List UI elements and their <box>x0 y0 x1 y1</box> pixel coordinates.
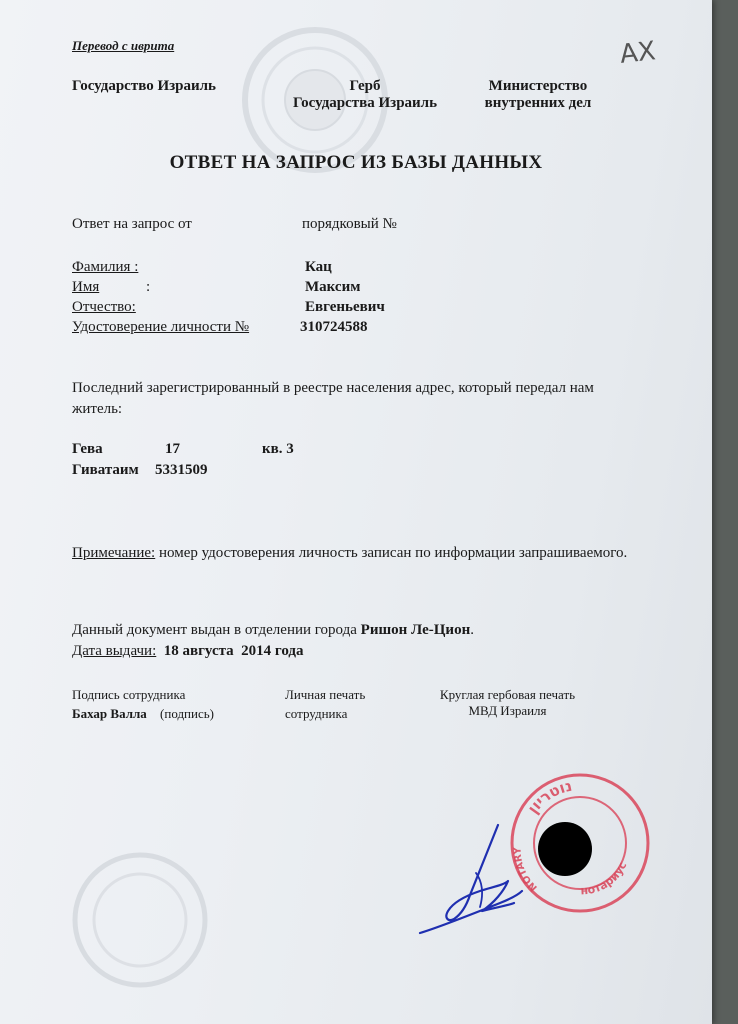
round-stamp-line1: Круглая гербовая печать <box>439 687 576 702</box>
employee-name: Бахар Валла <box>72 706 147 721</box>
patronymic-value: Евгеньевич <box>305 299 385 315</box>
header-ministry <box>468 78 608 112</box>
surname-value: Кац <box>305 259 332 275</box>
employee-signature-note: (подпись) <box>160 706 214 721</box>
note-label: Примечание: <box>72 545 156 561</box>
note-block <box>72 543 632 564</box>
serial-number-label: порядковый № <box>302 216 397 232</box>
address-city: Гиватаим <box>72 462 139 478</box>
issued-prefix: Данный документ выдан в отделении города <box>72 622 361 638</box>
issue-date-label: Дата выдачи: <box>72 643 157 659</box>
page-title: ОТВЕТ НА ЗАПРОС ИЗ БАЗЫ ДАННЫХ <box>169 152 543 173</box>
name-value: Максим <box>305 279 361 295</box>
issued-city: Ришон Ле-Цион <box>360 622 471 638</box>
id-value: 310724588 <box>300 319 368 335</box>
patronymic-label: Отчество: <box>72 299 136 315</box>
issued-suffix: . <box>470 622 474 638</box>
embossed-seal-bottom <box>55 845 225 995</box>
name-label: Имя <box>72 279 100 295</box>
address-street: Гева <box>72 441 103 457</box>
address-house: 17 <box>165 441 180 457</box>
address-apartment: кв. 3 <box>262 441 294 457</box>
personal-stamp-line2: сотрудника <box>285 706 348 721</box>
notary-stamp-russian: нотариус <box>580 859 630 898</box>
translation-note: Перевод с иврита <box>72 38 175 53</box>
surname-label: Фамилия : <box>72 259 139 275</box>
employee-signature-label: Подпись сотрудника <box>72 687 186 702</box>
notary-stamp-hebrew: נוטריון <box>523 776 574 817</box>
request-from-label: Ответ на запрос от <box>72 216 192 232</box>
handwritten-signature <box>410 815 550 945</box>
header-ministry-line1: Министерство <box>488 78 588 94</box>
id-label: Удостоверение личности № <box>72 319 250 335</box>
address-intro: Последний зарегистрированный в реестре населения адрес, который передал нам житель: <box>72 380 594 417</box>
issue-date-value: 18 августа 2014 года <box>156 643 304 659</box>
issue-date-line <box>72 643 304 660</box>
notary-stamp-latin: NOTARY <box>512 846 540 894</box>
personal-stamp-line1: Личная печать <box>285 687 366 702</box>
round-stamp-line2: МВД Израиля <box>468 703 547 718</box>
header-emblem-line2: Государства Израиль <box>292 95 438 111</box>
employee-signature-line <box>72 706 214 722</box>
header-ministry-line2: внутренних дел <box>484 95 592 111</box>
handwritten-mark: AX <box>618 36 658 70</box>
round-stamp-caption <box>420 687 595 719</box>
note-text: номер удостоверения личность записан по информации запрашиваемого. <box>155 545 628 561</box>
header-emblem <box>270 78 460 112</box>
header-emblem-line1: Герб <box>349 78 381 94</box>
address-postal-code: 5331509 <box>155 462 208 478</box>
issued-line <box>72 622 474 639</box>
header-state: Государство Израиль <box>72 78 216 94</box>
name-colon: : <box>146 279 151 295</box>
